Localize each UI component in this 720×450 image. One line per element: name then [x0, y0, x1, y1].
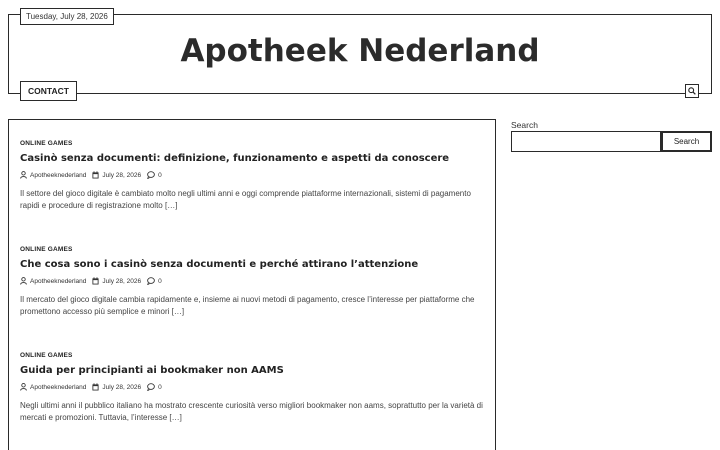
post-meta: [20, 383, 485, 391]
post-category[interactable]: ONLINE GAMES: [20, 140, 73, 147]
post-comments[interactable]: [147, 277, 162, 285]
post-author[interactable]: [20, 383, 86, 391]
post-author-name: Apotheeknederland: [30, 383, 87, 391]
post-meta: [20, 171, 485, 179]
post-comments[interactable]: [147, 171, 162, 179]
search-widget-label: Search: [511, 120, 538, 130]
post-date-text: July 28, 2026: [102, 277, 142, 285]
comment-icon: [147, 171, 155, 179]
search-icon: [688, 87, 696, 95]
search-input[interactable]: [511, 131, 661, 152]
post-excerpt: Il settore del gioco digitale è cambiato molto negli ultimi anni e oggi comprende piattaforme internazionali, sistemi di pagamento rapidi e procedure di registrazione molto […]: [20, 189, 471, 210]
header-search-button[interactable]: [685, 84, 699, 98]
post-comment-count: 0: [158, 171, 162, 179]
post-comment-count: 0: [158, 277, 162, 285]
post-comments[interactable]: [147, 383, 162, 391]
post-comment-count: 0: [158, 383, 162, 391]
post-item: [20, 246, 485, 318]
post-category[interactable]: ONLINE GAMES: [20, 352, 73, 359]
nav-item-contact[interactable]: CONTACT: [20, 81, 77, 101]
post-category[interactable]: ONLINE GAMES: [20, 246, 73, 253]
search-button[interactable]: Search: [661, 131, 712, 152]
post-title[interactable]: Guida per principianti ai bookmaker non AAMS: [20, 365, 284, 376]
post-author[interactable]: [20, 171, 86, 179]
comment-icon: [147, 277, 155, 285]
calendar-icon: [92, 383, 99, 391]
post-author-name: Apotheeknederland: [30, 277, 87, 285]
user-icon: [20, 277, 27, 285]
post-date[interactable]: [92, 277, 141, 285]
post-date[interactable]: [92, 383, 141, 391]
post-date[interactable]: [92, 171, 141, 179]
post-excerpt: Il mercato del gioco digitale cambia rapidamente e, insieme ai nuovi metodi di pagamento, cresce l’interesse per piattaforme che promettono accesso più semplice e minori […]: [20, 295, 475, 316]
site-title[interactable]: Apotheek Nederland: [180, 33, 540, 69]
user-icon: [20, 171, 27, 179]
post-excerpt: Negli ultimi anni il pubblico italiano ha mostrato crescente curiosità verso migliori bookmaker non aams, soprattutto per la varietà di mercati e promozioni. Tuttavia, l’interesse […]: [20, 401, 483, 422]
post-author-name: Apotheeknederland: [30, 171, 87, 179]
calendar-icon: [92, 171, 99, 179]
post-title[interactable]: Che cosa sono i casinò senza documenti e perché attirano l’attenzione: [20, 259, 419, 270]
comment-icon: [147, 383, 155, 391]
post-title[interactable]: Casinò senza documenti: definizione, funzionamento e aspetti da conoscere: [20, 153, 450, 164]
post-date-text: July 28, 2026: [102, 383, 142, 391]
posts-list: [8, 119, 496, 450]
post-item: [20, 140, 485, 212]
post-date-text: July 28, 2026: [102, 171, 142, 179]
post-item: [20, 352, 485, 424]
calendar-icon: [92, 277, 99, 285]
header-date: Tuesday, July 28, 2026: [20, 8, 114, 25]
post-meta: [20, 277, 485, 285]
post-author[interactable]: [20, 277, 86, 285]
user-icon: [20, 383, 27, 391]
